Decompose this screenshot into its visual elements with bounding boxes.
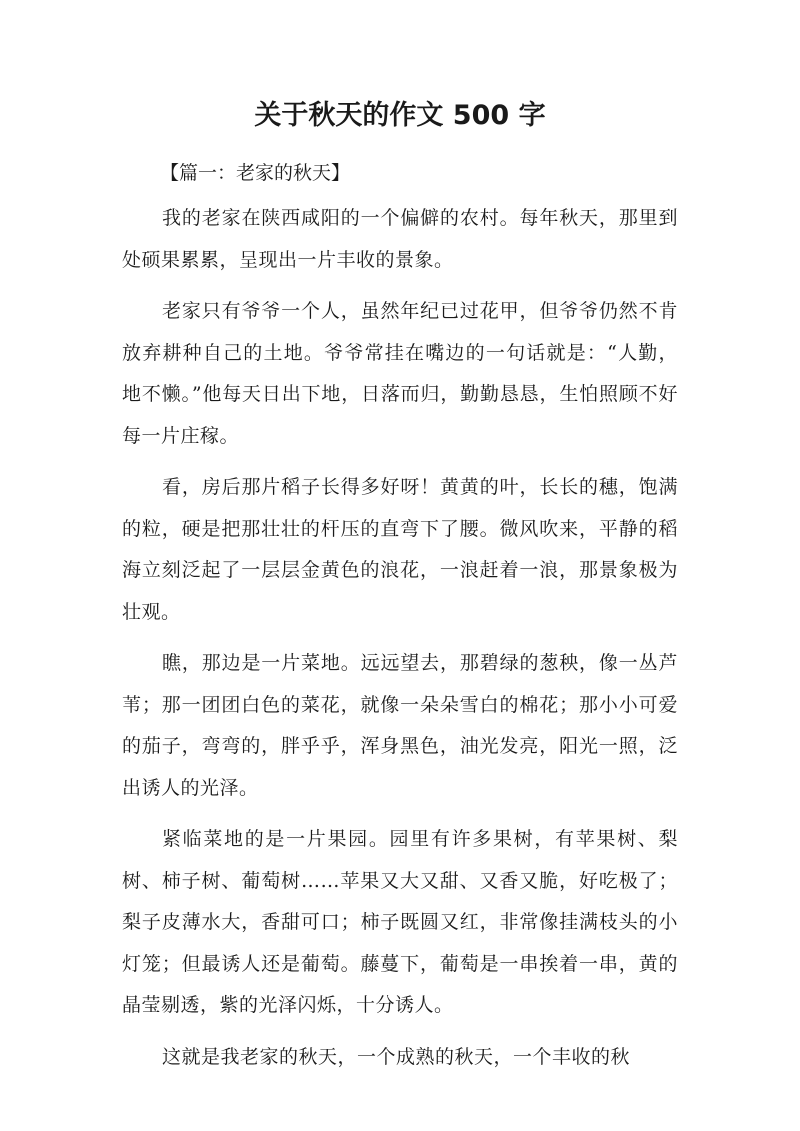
paragraph-1: 我的老家在陕西咸阳的一个偏僻的农村。每年秋天，那里到处硕果累累，呈现出一片丰收的景象。: [122, 207, 678, 271]
section-heading: 【篇一：老家的秋天】: [160, 162, 351, 184]
paragraph-5: 紧临菜地的是一片果园。园里有许多果树，有苹果树、梨树、柿子树、葡萄树……苹果又大又甜、又香又脆，好吃极了；梨子皮薄水大，香甜可口；柿子既圆又红，非常像挂满枝头的小灯笼；但最诱人还是葡萄。藤蔓下，葡萄是一串挨着一串，黄的晶莹剔透，紫的光泽闪烁，十分诱人。: [122, 828, 678, 1016]
paragraph-3: 看，房后那片稻子长得多好呀！黄黄的叶，长长的穗，饱满的粒，硬是把那壮壮的杆压的直弯下了腰。微风吹来，平静的稻海立刻泛起了一层层金黄色的浪花，一浪赶着一浪，那景象极为壮观。: [122, 476, 678, 623]
essay-body: [122, 198, 678, 1088]
document-title: 关于秋天的作文 500 字: [254, 100, 546, 131]
paragraph-4: 瞧，那边是一片菜地。远远望去，那碧绿的葱秧，像一丛芦苇；那一团团白色的菜花，就像一朵朵雪白的棉花；那小小可爱的茄子，弯弯的，胖乎乎，浑身黑色，油光发亮，阳光一照，泛出诱人的光泽。: [122, 652, 678, 799]
paragraph-2: 老家只有爷爷一个人，虽然年纪已过花甲，但爷爷仍然不肯放弃耕种自己的土地。爷爷常挂在嘴边的一句话就是：“人勤，地不懒。”他每天日出下地，日落而归，勤勤恳恳，生怕照顾不好每一片庄稼。: [122, 300, 678, 447]
paragraph-6: 这就是我老家的秋天，一个成熟的秋天，一个丰收的秋: [162, 1045, 631, 1068]
